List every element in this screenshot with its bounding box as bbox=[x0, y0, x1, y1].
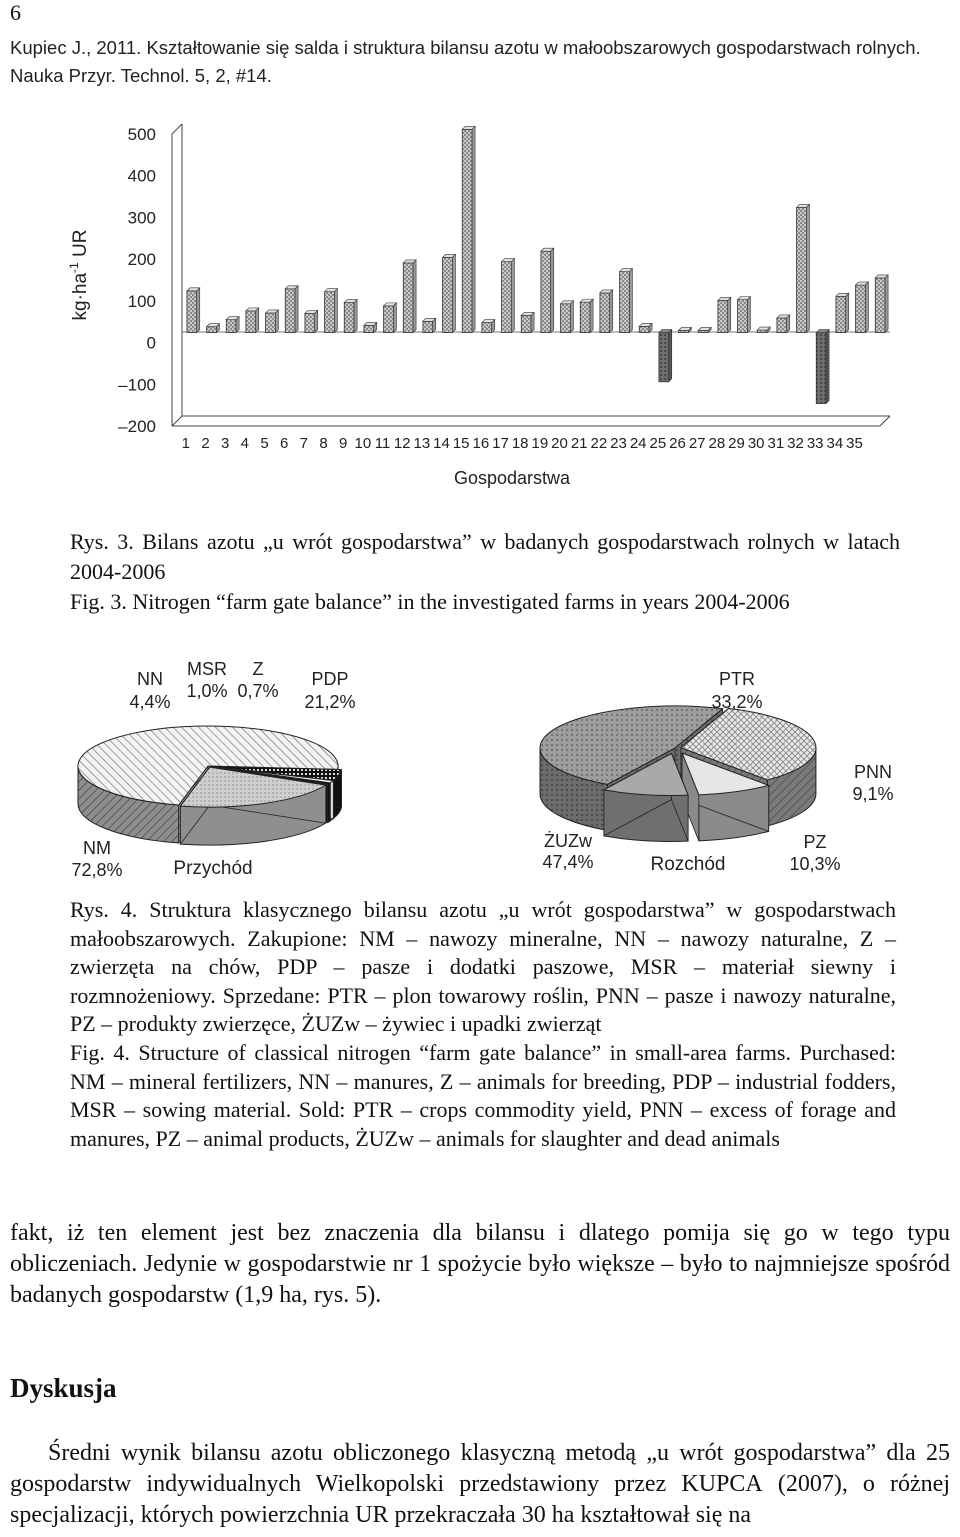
przychod-label: Przychód bbox=[173, 858, 253, 879]
x-tick-label: 19 bbox=[531, 435, 549, 452]
y-axis-title-main: kg·ha bbox=[70, 272, 91, 321]
x-tick-label: 20 bbox=[551, 435, 568, 452]
figure-3-caption bbox=[70, 527, 900, 617]
figure-3-text-pl: Bilans azotu „u wrót gospodarstwa” w badanych gospodarstwach rolnych w latach 2004-2006 bbox=[70, 529, 901, 584]
nitrogen-balance-bar-chart bbox=[0, 110, 960, 500]
nitrogen-structure-pie-charts bbox=[0, 648, 960, 888]
bar bbox=[856, 282, 869, 333]
bar bbox=[639, 323, 652, 332]
y-tick-label: 300 bbox=[127, 208, 156, 228]
figure-3-label-en: Fig. 3. bbox=[70, 589, 127, 614]
bar bbox=[797, 204, 810, 332]
przychod-pie bbox=[78, 726, 341, 845]
bar bbox=[325, 289, 338, 333]
bar bbox=[403, 260, 416, 333]
x-tick-label: 30 bbox=[747, 435, 765, 452]
x-axis-title: Gospodarstwa bbox=[453, 468, 571, 488]
bar bbox=[580, 299, 593, 332]
floor-right-edge bbox=[880, 416, 890, 426]
bar bbox=[561, 301, 574, 333]
figure-4-text-en: Structure of classical nitrogen “farm gate balance” in small-area farms. Purchased: NM – mineral fertilizers, NN – manures, Z – animals for breeding, PDP – industrial fodders, MSR – sowing material. Sold: PTR – crops commodity yield, PNN – excess of forage and manures, PZ – animal products, ŻUZw – animals for slaughter and dead animals bbox=[70, 1039, 896, 1151]
label-z-value: 0,7% bbox=[237, 681, 279, 701]
body-paragraph: fakt, iż ten element jest bez znaczenia dla bilansu i dlatego pomija się go w tego typu obliczeniach. Jedynie w gospodarstwie nr 1 spożycie było większe – było to najmniejsze spośród badanych gospodarstw (1,9 ha, rys. 5). bbox=[10, 1220, 950, 1308]
bar bbox=[738, 297, 751, 333]
bar bbox=[620, 269, 633, 333]
x-tick-label: 29 bbox=[728, 435, 745, 452]
bar bbox=[246, 308, 259, 333]
y-tick-label: –100 bbox=[118, 375, 156, 395]
author-name-rest: UPCA bbox=[698, 1471, 763, 1497]
x-tick-label: 23 bbox=[610, 435, 627, 452]
y-tick-label: 0 bbox=[146, 333, 156, 353]
x-tick-label: 8 bbox=[319, 435, 328, 452]
figure-4-text-pl: Struktura klasycznego bilansu azotu „u wrót gospodarstwa” w gospodarstwach małoobszarowych. Zakupione: NM – nawozy mineralne, NN – nawozy naturalne, Z – zwierzęta na chów, PDP – pasze i dodatki paszowe, MSR – materiał siewny i rozmnożeniowy. Sprzedane: PTR – plon towarowy roślin, PNN – pasze i nawozy naturalne, PZ – produkty zwierzęce, ŻUZw – żywiec i upadki zwierząt bbox=[70, 897, 896, 1037]
section-text-after: (2007), o różnej specjalizacji, których powierzchnia UR przekraczała 30 ha kształtował się na bbox=[10, 1471, 950, 1528]
label-nm-value: 72,8% bbox=[71, 860, 123, 880]
x-tick-label: 13 bbox=[413, 435, 431, 452]
section-text-before: Średni wynik bilansu azotu obliczonego klasyczną metodą „u wrót gospodarstwa” dla 25 gospodarstw indywidualnych Wielkopolski przedstawiony przez bbox=[10, 1440, 950, 1497]
label-nn-value: 4,4% bbox=[129, 692, 171, 712]
label-msr-value: 1,0% bbox=[186, 681, 228, 701]
bar bbox=[285, 286, 298, 333]
left-wall-depth bbox=[172, 124, 182, 134]
label-pnn-name: PNN bbox=[853, 762, 893, 782]
x-tick-label: 31 bbox=[767, 435, 785, 452]
x-tick-label: 3 bbox=[220, 435, 230, 452]
x-tick-label: 11 bbox=[374, 435, 391, 452]
bar bbox=[482, 320, 495, 333]
bar bbox=[423, 318, 436, 332]
bar-series bbox=[187, 126, 888, 403]
label-pdp-value: 21,2% bbox=[304, 692, 356, 712]
y-tick-labels bbox=[118, 125, 156, 436]
x-tick-label: 15 bbox=[452, 435, 470, 452]
bar bbox=[541, 248, 554, 332]
page-number: 6 bbox=[10, 0, 21, 25]
bar bbox=[816, 330, 829, 404]
section-heading: Dyskusja bbox=[10, 1373, 117, 1403]
figure-3-caption-en bbox=[70, 587, 900, 617]
bar bbox=[698, 327, 711, 332]
label-ptr-value: 33,2% bbox=[711, 692, 763, 712]
x-tick-label: 25 bbox=[649, 435, 667, 452]
y-axis-title-superscript: -1 bbox=[67, 262, 81, 273]
figure-4-caption bbox=[70, 896, 896, 1153]
x-tick-label: 32 bbox=[787, 435, 804, 452]
bar bbox=[305, 310, 318, 332]
figure-4-caption-pl bbox=[70, 896, 896, 1039]
x-tick-label: 6 bbox=[279, 435, 289, 452]
x-tick-label: 27 bbox=[688, 435, 706, 452]
x-tick-label: 22 bbox=[590, 435, 608, 452]
bar bbox=[364, 322, 377, 332]
label-nn-name: NN bbox=[137, 669, 163, 689]
axis-frame bbox=[172, 124, 890, 426]
bar bbox=[502, 259, 515, 333]
bar bbox=[521, 312, 534, 332]
bar bbox=[187, 288, 200, 333]
x-tick-label: 5 bbox=[260, 435, 269, 452]
figure-4-caption-en bbox=[70, 1039, 896, 1153]
x-tick-label: 33 bbox=[806, 435, 824, 452]
x-tick-label: 34 bbox=[826, 435, 844, 452]
bar bbox=[600, 290, 613, 333]
bar bbox=[443, 254, 456, 332]
label-pnn-value: 9,1% bbox=[852, 784, 894, 804]
label-pdp-name: PDP bbox=[311, 669, 349, 689]
figure-4-label-en: Fig. 4. bbox=[70, 1039, 130, 1065]
x-tick-label: 9 bbox=[338, 435, 348, 452]
label-pz-value: 10,3% bbox=[789, 854, 841, 874]
label-pz-name: PZ bbox=[803, 832, 827, 852]
bar bbox=[226, 317, 239, 333]
citation-header: Kupiec J., 2011. Kształtowanie się salda i struktura bilansu azotu w małoobszarowych gospodarstwach rolnych. Nauka Przyr. Technol. 5, 2, #14. bbox=[10, 37, 921, 86]
x-tick-label: 24 bbox=[629, 435, 647, 452]
x-tick-label: 12 bbox=[393, 435, 411, 452]
y-tick-label: 500 bbox=[127, 125, 156, 144]
label-zuzw-value: 47,4% bbox=[542, 852, 594, 872]
bar bbox=[384, 303, 397, 333]
figure-4-label-pl: Rys. 4. bbox=[70, 897, 138, 922]
author-initial: K bbox=[681, 1471, 699, 1497]
bar bbox=[875, 275, 888, 333]
y-tick-label: 200 bbox=[127, 250, 156, 270]
x-tick-label: 14 bbox=[433, 435, 450, 452]
x-tick-label: 7 bbox=[299, 435, 309, 452]
label-zuzw-name: ŻUZw bbox=[544, 831, 592, 851]
x-tick-label: 21 bbox=[570, 435, 588, 452]
y-axis-title bbox=[67, 230, 91, 321]
x-tick-label: 4 bbox=[240, 435, 250, 452]
figure-3-label-pl: Rys. 3. bbox=[70, 529, 134, 554]
label-ptr-name: PTR bbox=[719, 669, 755, 689]
x-tick-label: 28 bbox=[708, 435, 726, 452]
x-tick-label: 35 bbox=[846, 435, 863, 452]
bar bbox=[757, 327, 770, 333]
figure-3-caption-pl bbox=[70, 527, 900, 587]
bar bbox=[344, 300, 357, 333]
label-z-name: Z bbox=[252, 659, 264, 679]
x-tick-label: 10 bbox=[354, 435, 372, 452]
bar bbox=[836, 293, 849, 332]
y-axis-title-tail: UR bbox=[70, 229, 91, 263]
y-tick-label: 400 bbox=[127, 166, 156, 186]
bar bbox=[718, 297, 731, 332]
label-msr-name: MSR bbox=[187, 659, 227, 679]
bar bbox=[659, 330, 672, 382]
x-tick-labels bbox=[182, 435, 863, 452]
rozchod-label: Rozchód bbox=[650, 854, 726, 875]
bar bbox=[679, 327, 692, 332]
x-tick-label: 18 bbox=[511, 435, 529, 452]
bar bbox=[207, 324, 220, 333]
bar bbox=[266, 310, 279, 333]
x-tick-label: 16 bbox=[472, 435, 490, 452]
bar bbox=[462, 126, 475, 332]
y-tick-label: –200 bbox=[118, 417, 156, 436]
x-tick-label: 2 bbox=[201, 435, 210, 452]
bar bbox=[777, 315, 790, 333]
y-tick-label: 100 bbox=[127, 291, 156, 311]
section-paragraph bbox=[10, 1438, 950, 1531]
floor-left-edge bbox=[172, 416, 182, 426]
rozchod-pie bbox=[540, 706, 816, 841]
figure-3-text-en: Nitrogen “farm gate balance” in the investigated farms in years 2004-2006 bbox=[132, 589, 790, 614]
x-tick-label: 17 bbox=[492, 435, 509, 452]
x-tick-label: 1 bbox=[181, 435, 191, 452]
label-nm-name: NM bbox=[83, 838, 111, 858]
x-tick-label: 26 bbox=[669, 435, 686, 452]
